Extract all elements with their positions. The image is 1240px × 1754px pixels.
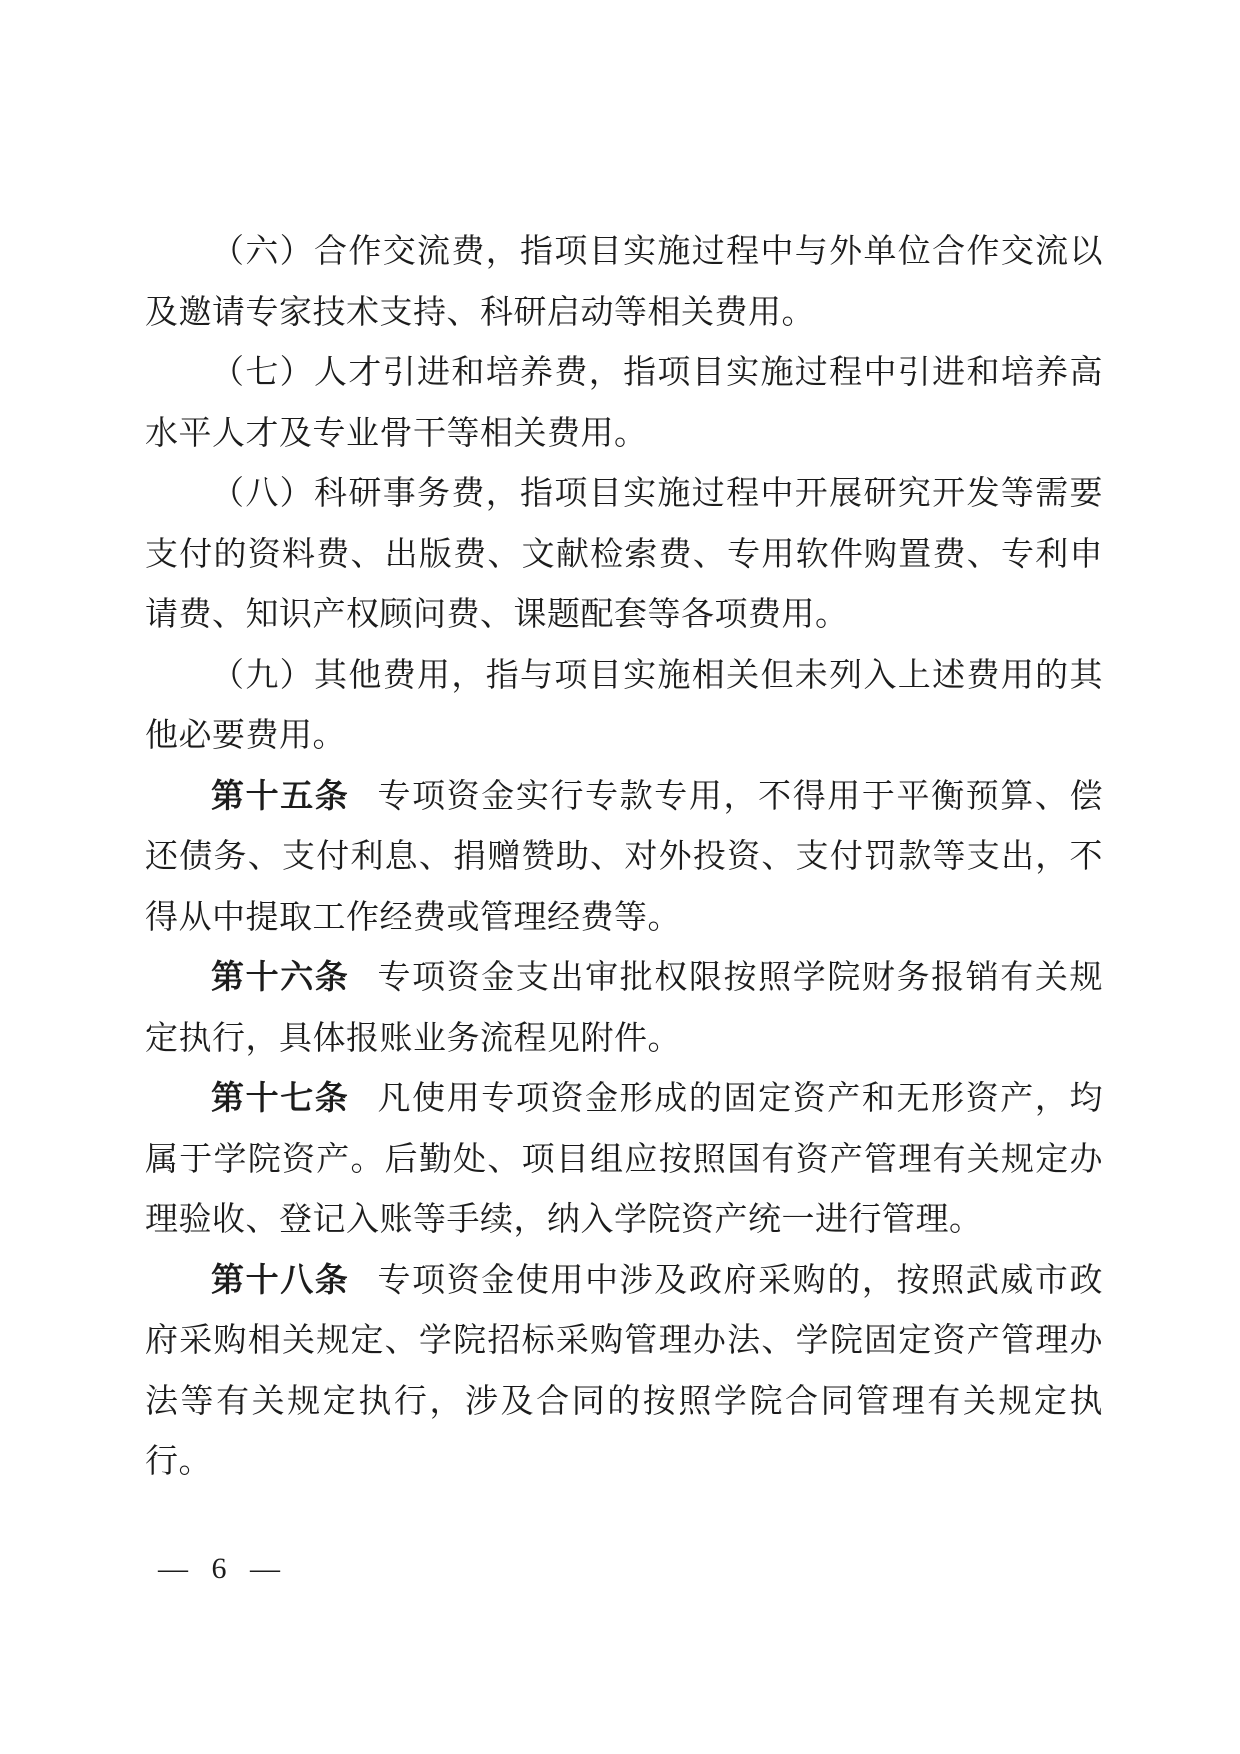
clause-paragraph-7 — [145, 343, 1103, 464]
paragraph-text: 凡使用专项资金形成的固定资产和无形资产，均属于学院资产。后勤处、项目组应按照国有资产管理有关规定办理验收、登记入账等手续，纳入学院资产统一进行管理。 — [145, 1081, 1104, 1238]
paragraph-text: （八）科研事务费，指项目实施过程中开展研究开发等需要支付的资料费、出版费、文献检索费、专用软件购置费、专利申请费、知识产权顾问费、课题配套等各项费用。 — [145, 476, 1103, 633]
document-body — [145, 222, 1103, 1493]
paragraph-text: （九）其他费用，指与项目实施相关但未列入上述费用的其他必要费用。 — [145, 657, 1103, 754]
clause-paragraph-9 — [145, 646, 1103, 767]
page-footer — [158, 1552, 288, 1586]
article-number: 第十七条 — [211, 1081, 350, 1117]
article-18-paragraph — [145, 1251, 1103, 1493]
article-number: 第十五条 — [211, 778, 350, 815]
clause-paragraph-8 — [145, 464, 1103, 646]
paragraph-text: （六）合作交流费，指项目实施过程中与外单位合作交流以及邀请专家技术支持、科研启动等相关费用。 — [145, 234, 1103, 331]
clause-paragraph-6 — [145, 222, 1103, 343]
article-number: 第十六条 — [211, 960, 350, 996]
paragraph-text: 专项资金实行专款专用，不得用于平衡预算、偿还债务、支付利息、捐赠赞助、对外投资、支付罚款等支出，不得从中提取工作经费或管理经费等。 — [145, 778, 1104, 936]
page-number: — 6 — — [158, 1552, 288, 1585]
article-16-paragraph — [145, 948, 1103, 1069]
article-17-paragraph — [145, 1069, 1103, 1251]
paragraph-text: 专项资金支出审批权限按照学院财务报销有关规定执行，具体报账业务流程见附件。 — [145, 960, 1104, 1057]
article-15-paragraph — [145, 767, 1103, 949]
paragraph-text: （七）人才引进和培养费，指项目实施过程中引进和培养高水平人才及专业骨干等相关费用。 — [145, 355, 1103, 452]
article-number: 第十八条 — [211, 1262, 350, 1299]
paragraph-text: 专项资金使用中涉及政府采购的，按照武威市政府采购相关规定、学院招标采购管理办法、学院固定资产管理办法等有关规定执行，涉及合同的按照学院合同管理有关规定执行。 — [145, 1262, 1104, 1480]
